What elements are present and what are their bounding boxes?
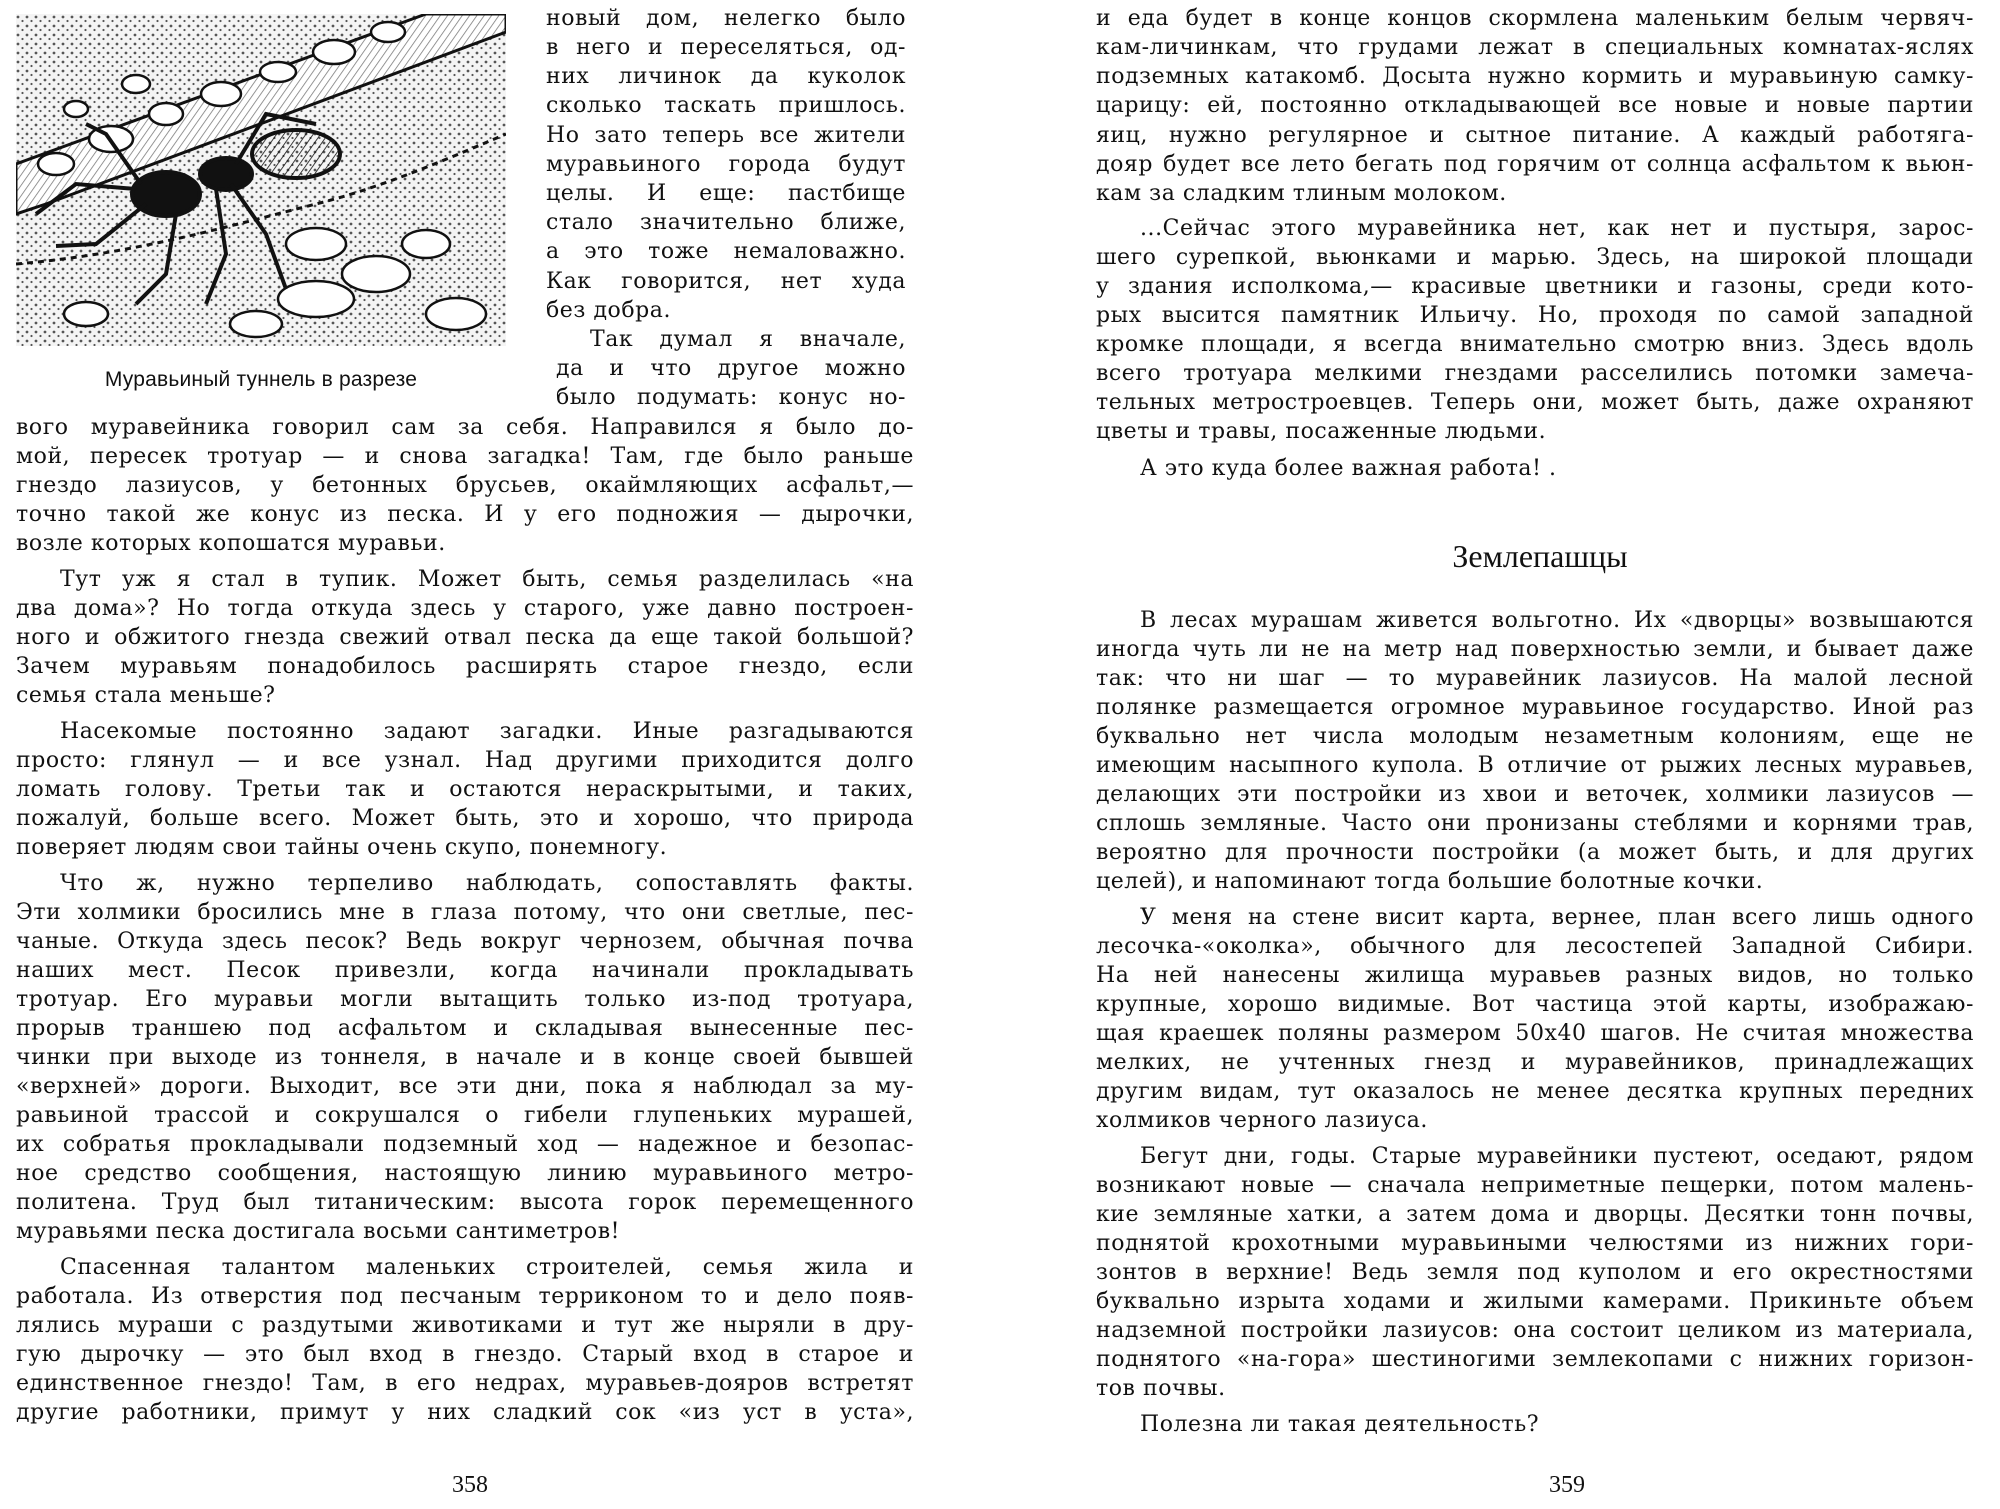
text-line: У меня на стене висит карта, вернее, план всего лишь одного: [1140, 905, 1974, 930]
text-line: а это тоже немаловажно.: [546, 239, 906, 264]
text-line: мой, пересек тротуар — и снова загадка! Там, где было раньше: [16, 444, 914, 469]
text-line: новый дом, нелегко было: [546, 6, 906, 31]
text-line: В лесах мурашам живется вольготно. Их «дворцы» возвышаются: [1140, 608, 1974, 633]
text-line: чинки при выходе из тоннеля, в начале и в конце своей бывшей: [16, 1045, 914, 1070]
text-line: равьиной трассой и сокрушался о гибели глупеньких мурашей,: [16, 1103, 914, 1128]
text-line: кромке площади, я всегда внимательно смотрю вниз. Здесь вдоль: [1096, 332, 1974, 357]
text-line: мелких, не учтенных гнезд и муравейников, принадлежащих: [1096, 1050, 1974, 1075]
text-line: ...Сейчас этого муравейника нет, как нет и пустыря, зарос-: [1140, 216, 1974, 241]
text-line: шего сурепкой, вьюнками и марью. Здесь, на широкой площади: [1096, 245, 1974, 270]
text-line: Спасенная талантом маленьких строителей, семья жила и: [60, 1255, 914, 1280]
text-line: пожалуй, больше всего. Может быть, это и хорошо, что природа: [16, 806, 914, 831]
text-line: имеющим насыпного купола. В отличие от рыжих лесных муравьев,: [1096, 753, 1974, 778]
text-line: работала. Из отверстия под песчаным терриконом то и дело появ-: [16, 1284, 914, 1309]
text-line: «верхней» дороги. Выходит, все эти дни, пока я наблюдал за му-: [16, 1074, 914, 1099]
text-line: политена. Труд был титаническим: высота горок перемещенного: [16, 1190, 914, 1215]
text-line: На ней нанесены жилища муравьев разных видов, но только: [1096, 963, 1974, 988]
text-line: А это куда более важная работа! .: [1140, 456, 1557, 481]
text-line: сплошь земляные. Часто они пронизаны стеблями и корнями трав,: [1096, 811, 1974, 836]
text-line: прорыв траншею под асфальтом и складывая вынесенные пес-: [16, 1016, 914, 1041]
text-line: другие работники, примут у них сладкий сок «из уст в уста»,: [16, 1400, 914, 1425]
text-line: полянке размещается огромное муравьиное государство. Иной раз: [1096, 695, 1974, 720]
text-line: и еда будет в конце концов скормлена маленьким белым червяч-: [1096, 6, 1974, 31]
text-line: Полезна ли такая деятельность?: [1140, 1412, 1540, 1437]
text-line: подземных катакомб. Досыта нужно кормить и муравьиную самку-: [1096, 64, 1974, 89]
text-line: кие земляные хатки, а затем дома и дворцы. Десятки тонн почвы,: [1096, 1202, 1974, 1227]
text-line: гую дырочку — это был вход в гнездо. Старый вход в старое и: [16, 1342, 914, 1367]
illustration-caption: Муравьиный туннель в разрезе: [104, 368, 418, 391]
text-line: ломать голову. Третьи так и остаются нераскрытыми, и таких,: [16, 777, 914, 802]
text-line: поднятой крохотными муравьиными челюстями из нижних гори-: [1096, 1231, 1974, 1256]
left-page: [0, 0, 940, 1509]
text-line: гнездо лазиусов, у бетонных брусьев, окаймляющих асфальт,—: [16, 473, 914, 498]
text-line: тротуар. Его муравьи могли вытащить только из-под тротуара,: [16, 987, 914, 1012]
text-line: Бегут дни, годы. Старые муравейники пустеют, оседают, рядом: [1140, 1144, 1974, 1169]
text-line: вероятно для прочности постройки (а может быть, и для других: [1096, 840, 1974, 865]
text-line: них личинок да куколок: [546, 64, 906, 89]
text-line: в него и переселяться, од-: [546, 35, 906, 60]
text-line: возникают новые — сначала неприметные пещерки, потом малень-: [1096, 1173, 1974, 1198]
text-line: вого муравейника говорил сам за себя. Направился я было до-: [16, 415, 914, 440]
text-line: два дома»? Но тогда откуда здесь у старого, уже давно построен-: [16, 596, 914, 621]
text-line: другим видам, тут оказалось не менее десятка крупных передних: [1096, 1079, 1974, 1104]
text-line: Эти холмики бросились мне в глаза потому, что они светлые, пес-: [16, 900, 914, 925]
right-page: [1080, 0, 2000, 1509]
text-line: ного и обжитого гнезда свежий отвал песка да еще такой большой?: [16, 625, 914, 650]
text-line: буквально нет числа молодым незаметным колониям, еще не: [1096, 724, 1974, 749]
text-line: крупные, хорошо видимые. Вот частица этой карты, изображаю-: [1096, 992, 1974, 1017]
text-line: яиц, нужно регулярное и сытное питание. А каждый работяга-: [1096, 123, 1974, 148]
text-line: кам за сладким тлиным молоком.: [1096, 181, 1507, 206]
text-line: кам-личинкам, что грудами лежат в специальных комнатах-яслях: [1096, 35, 1974, 60]
text-line: Тут уж я стал в тупик. Может быть, семья разделилась «на: [60, 567, 914, 592]
text-line: чаные. Откуда здесь песок? Ведь вокруг чернозем, обычная почва: [16, 929, 914, 954]
text-line: Но зато теперь все жители: [546, 123, 906, 148]
text-line: возле которых копошатся муравьи.: [16, 531, 446, 556]
text-line: зонтов в верхние! Ведь земля под куполом и его окрестностями: [1096, 1260, 1974, 1285]
text-line: рых высится памятник Ильичу. Но, проходя по самой западной: [1096, 303, 1974, 328]
text-line: было подумать: конус но-: [556, 385, 906, 410]
ant-tunnel-drawing: [16, 14, 506, 346]
text-line: семья стала меньше?: [16, 683, 276, 708]
text-line: муравьями песка достигала восьми сантиметров!: [16, 1219, 621, 1244]
text-line: Что ж, нужно терпеливо наблюдать, сопоставлять факты.: [60, 871, 914, 896]
text-line: ное средство сообщения, настоящую линию муравьиного метро-: [16, 1161, 914, 1186]
text-line: щая краешек поляны размером 50х40 шагов. Не считая множества: [1096, 1021, 1974, 1046]
section-heading: Землепашцы: [1452, 538, 1628, 574]
text-line: да и что другое можно: [556, 356, 906, 381]
text-line: сколько таскать пришлось.: [546, 93, 906, 118]
text-line: тов почвы.: [1096, 1376, 1226, 1401]
text-line: тельных метростроевцев. Теперь они, может быть, даже охраняют: [1096, 390, 1974, 415]
text-line: дояр будет все лето бегать под горячим от солнца асфальтом к вьюн-: [1096, 152, 1974, 177]
text-line: лялись мураши с раздутыми животиками и тут же ныряли в дру-: [16, 1313, 914, 1338]
text-line: без добра.: [546, 298, 671, 323]
text-line: точно такой же конус из песка. И у его подножия — дырочки,: [16, 502, 914, 527]
text-line: наших мест. Песок привезли, когда начинали прокладывать: [16, 958, 914, 983]
text-line: стало значительно ближе,: [546, 210, 906, 235]
page-number: 359: [1549, 1472, 1585, 1498]
text-line: делающих эти постройки из хвои и веточек, холмики лазиусов —: [1096, 782, 1974, 807]
text-line: иногда чуть ли не на метр над поверхностью земли, и бывает даже: [1096, 637, 1974, 662]
text-line: всего тротуара мелкими гнездами расселились потомки замеча-: [1096, 361, 1974, 386]
text-line: царицу: ей, постоянно откладывающей все новые и новые партии: [1096, 93, 1974, 118]
text-line: их собратья прокладывали подземный ход — надежное и безопас-: [16, 1132, 914, 1157]
text-line: Как говорится, нет худа: [546, 269, 906, 294]
text-line: так: что ни шаг — то муравейник лазиусов. На малой лесной: [1096, 666, 1974, 691]
text-line: просто: глянул — и все узнал. Над другими приходится долго: [16, 748, 914, 773]
text-line: муравьиного города будут: [546, 152, 906, 177]
text-line: Зачем муравьям понадобилось расширять старое гнездо, если: [16, 654, 914, 679]
text-line: поднятого «на-гора» шестиногими землекопами с нижних горизон-: [1096, 1347, 1974, 1372]
text-line: буквально изрыта ходами и жилыми камерами. Прикиньте объем: [1096, 1289, 1974, 1314]
text-line: цветы и травы, посаженные людьми.: [1096, 419, 1547, 444]
text-line: лесочка-«околка», обычного для лесостепей Западной Сибири.: [1096, 934, 1974, 959]
text-line: Насекомые постоянно задают загадки. Иные разгадываются: [60, 719, 914, 744]
text-line: холмиков черного лазиуса.: [1096, 1108, 1428, 1133]
text-line: единственное гнездо! Там, в его недрах, муравьев-дояров встретят: [16, 1371, 914, 1396]
text-line: поверяет людям свои тайны очень скупо, понемногу.: [16, 835, 668, 860]
text-line: у здания исполкома,— красивые цветники и газоны, среди кото-: [1096, 274, 1974, 299]
ant-tunnel-illustration: [16, 14, 506, 346]
page-number: 358: [452, 1472, 488, 1498]
text-line: Так думал я вначале,: [590, 327, 906, 352]
text-line: надземной постройки лазиусов: она состоит целиком из материала,: [1096, 1318, 1974, 1343]
text-line: целы. И еще: пастбище: [546, 181, 906, 206]
text-line: целей), и напоминают тогда большие болотные кочки.: [1096, 869, 1764, 894]
